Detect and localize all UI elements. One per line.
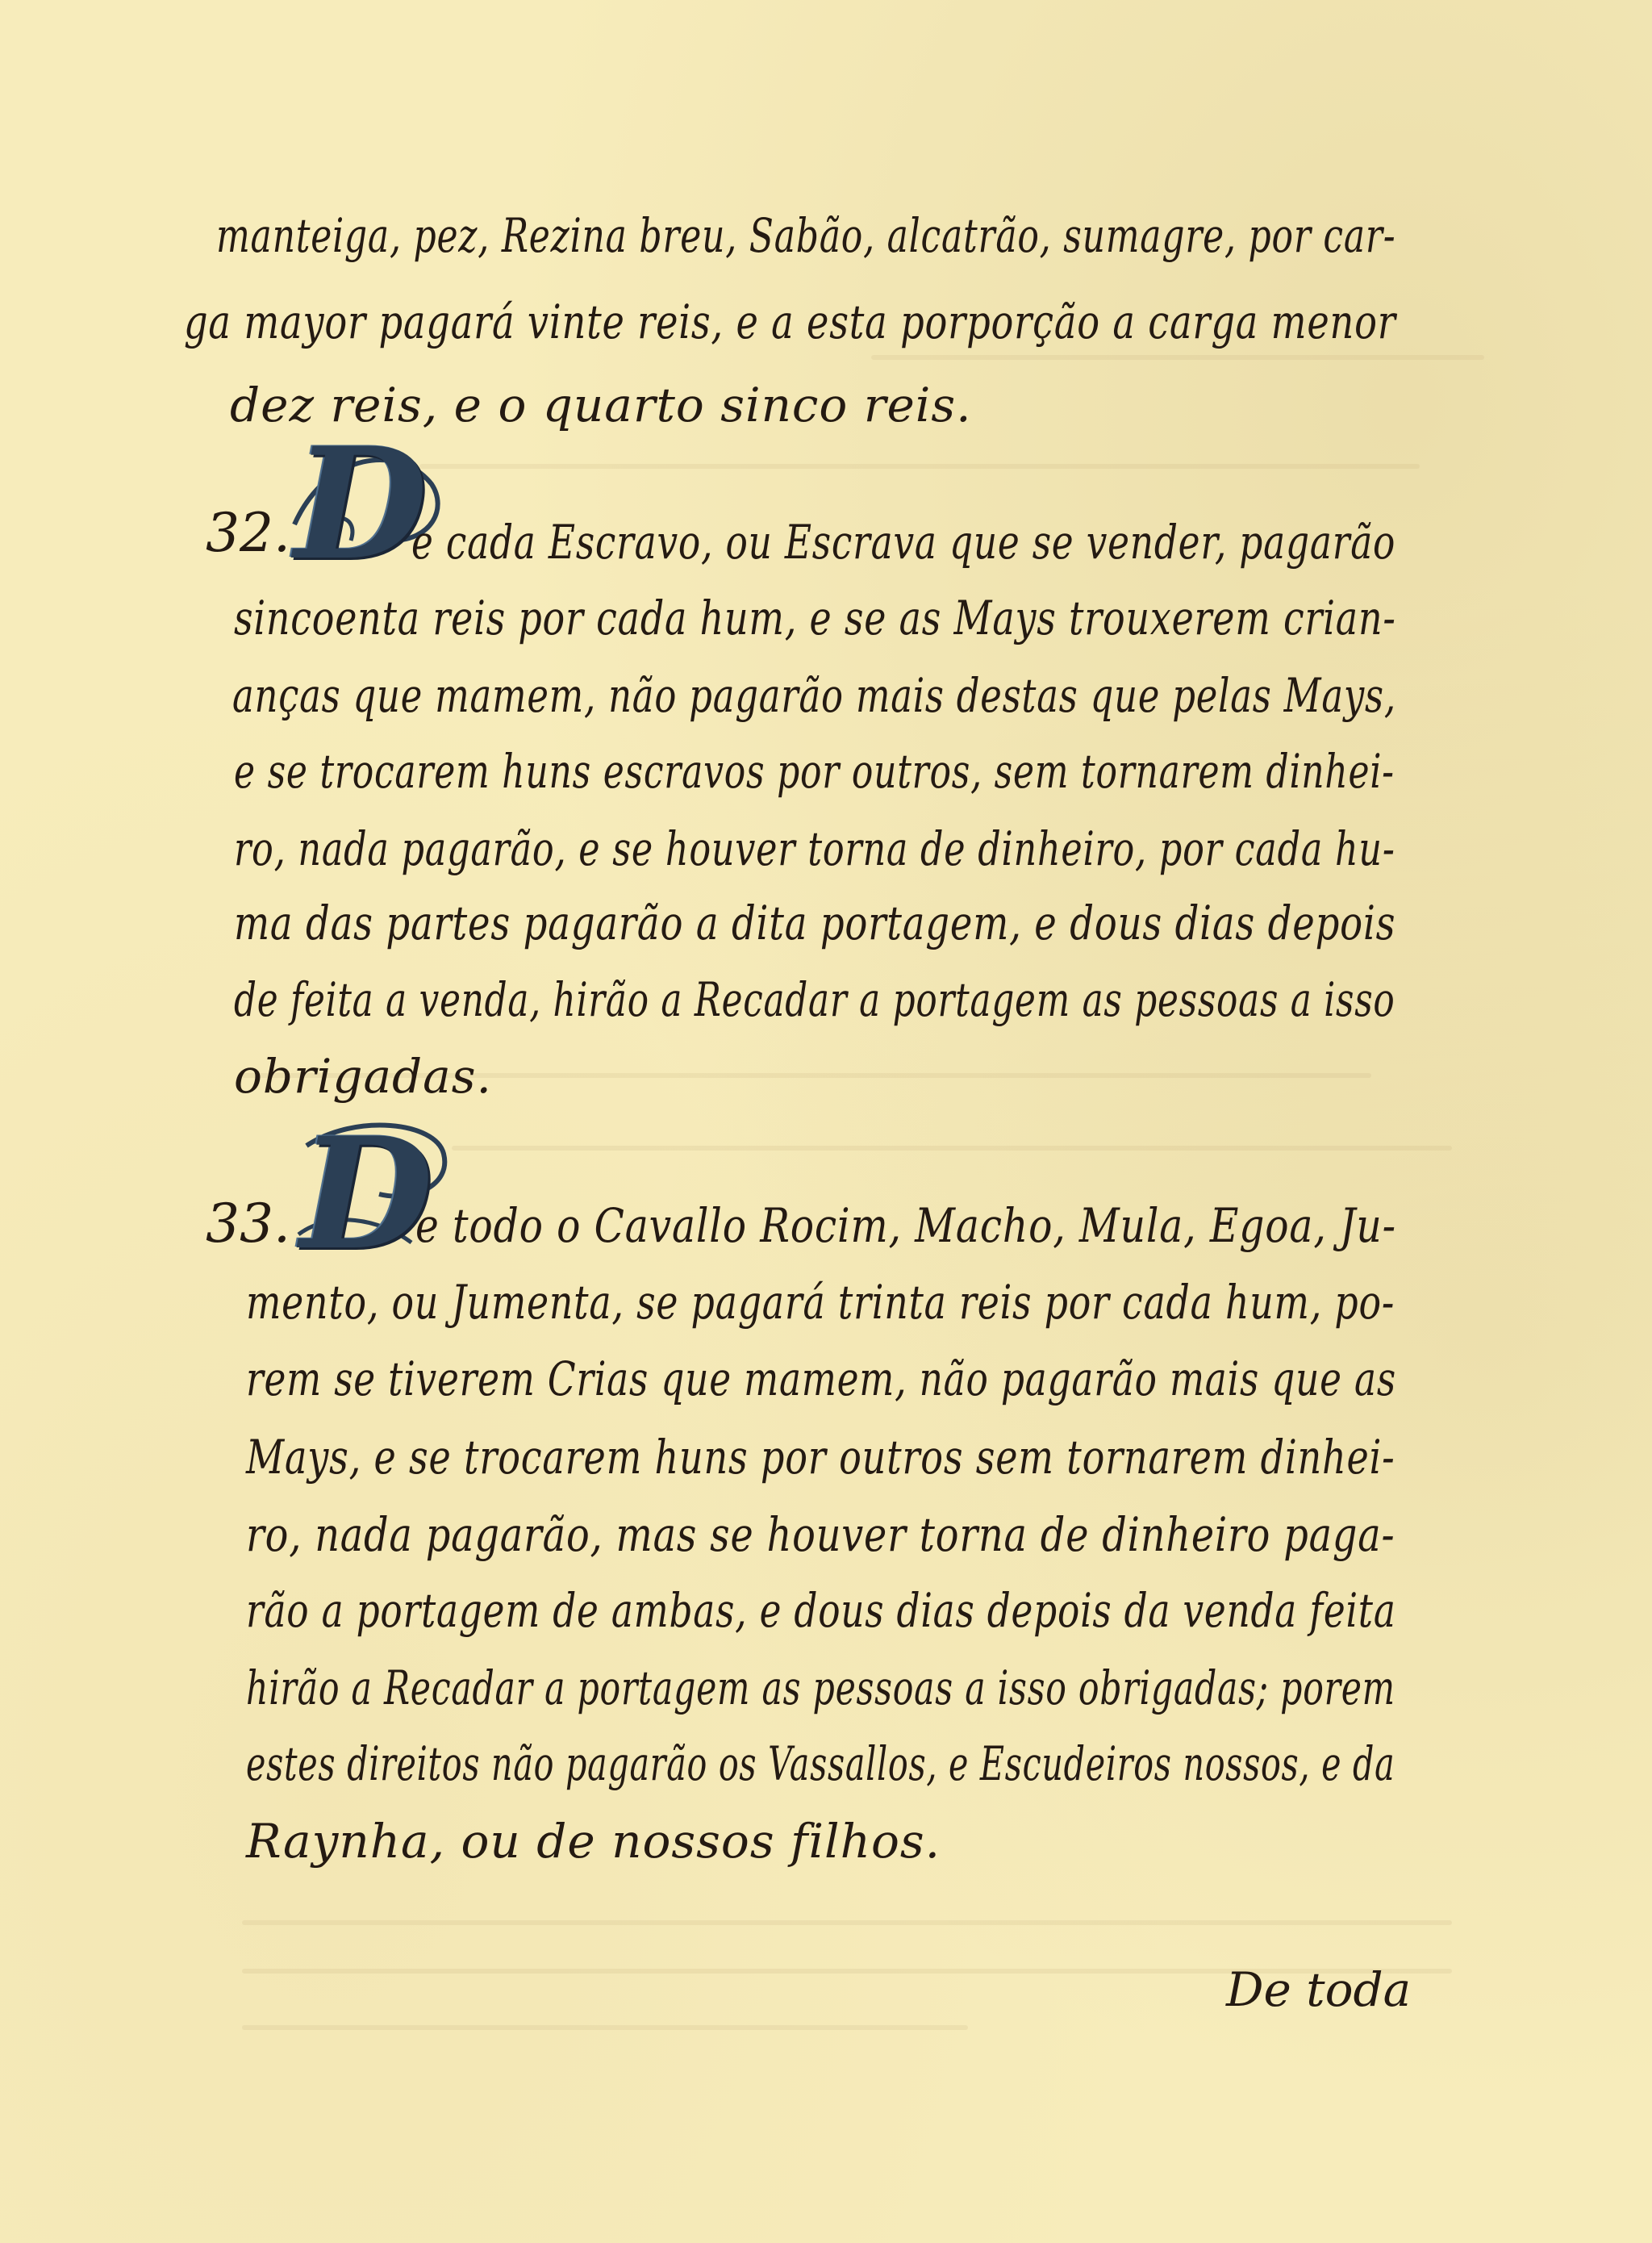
text-line: manteiga, pez, Rezina breu, Sabão, alcatrão, sumagre, por car-	[216, 208, 1396, 263]
bleed-through-line	[419, 464, 1420, 469]
text-line: e se trocarem huns escravos por outros, sem tornarem dinhei-	[234, 744, 1395, 799]
text-line: ma das partes pagarão a dita portagem, e dous dias depois	[234, 896, 1396, 950]
text-line: Mays, e se trocarem huns por outros sem tornarem dinhei-	[246, 1430, 1395, 1485]
bleed-through-line	[452, 1146, 1452, 1151]
text-line: e cada Escravo, ou Escrava que se vender, pagarão	[411, 515, 1396, 570]
text-line: obrigadas.	[234, 1049, 492, 1104]
text-line: anças que mamem, não pagarão mais destas que pelas Mays,	[232, 668, 1396, 723]
text-line: estes direitos não pagarão os Vassallos, e Escudeiros nossos, e da	[246, 1736, 1395, 1791]
text-line: ro, nada pagarão, e se houver torna de dinheiro, por cada hu-	[234, 821, 1395, 876]
text-line: dez reis, e o quarto sinco reis.	[230, 378, 972, 432]
text-line: e todo o Cavallo Rocim, Macho, Mula, Egoa, Ju-	[415, 1198, 1396, 1253]
bleed-through-line	[871, 355, 1484, 360]
text-line: sincoenta reis por cada hum, e se as Mays trouxerem crian-	[234, 591, 1396, 645]
text-line: rem se tiverem Crias que mamem, não pagarão mais que as	[246, 1351, 1396, 1406]
text-line: ro, nada pagarão, mas se houver torna de dinheiro paga-	[246, 1507, 1395, 1562]
text-line: rão a portagem de ambas, e dous dias depois da venda feita	[246, 1583, 1396, 1638]
decorated-initial-letter: D	[294, 414, 428, 594]
paragraph-number: 32.	[206, 502, 290, 564]
text-line: de feita a venda, hirão a Recadar a portagem as pessoas a isso	[234, 972, 1395, 1027]
text-line: ga mayor pagará vinte reis, e a esta porporção a carga menor	[184, 294, 1396, 349]
catchword: De toda	[1226, 1962, 1412, 2017]
text-line: mento, ou Jumenta, se pagará trinta reis por cada hum, po-	[246, 1275, 1395, 1330]
text-line: Raynha, ou de nossos filhos.	[246, 1814, 941, 1869]
paragraph-number: 33.	[206, 1193, 290, 1255]
bleed-through-line	[242, 2025, 968, 2030]
text-line: hirão a Recadar a portagem as pessoas a isso obrigadas; porem	[246, 1660, 1395, 1715]
bleed-through-line	[242, 1920, 1452, 1925]
decorated-initial-letter: D	[300, 1104, 433, 1284]
